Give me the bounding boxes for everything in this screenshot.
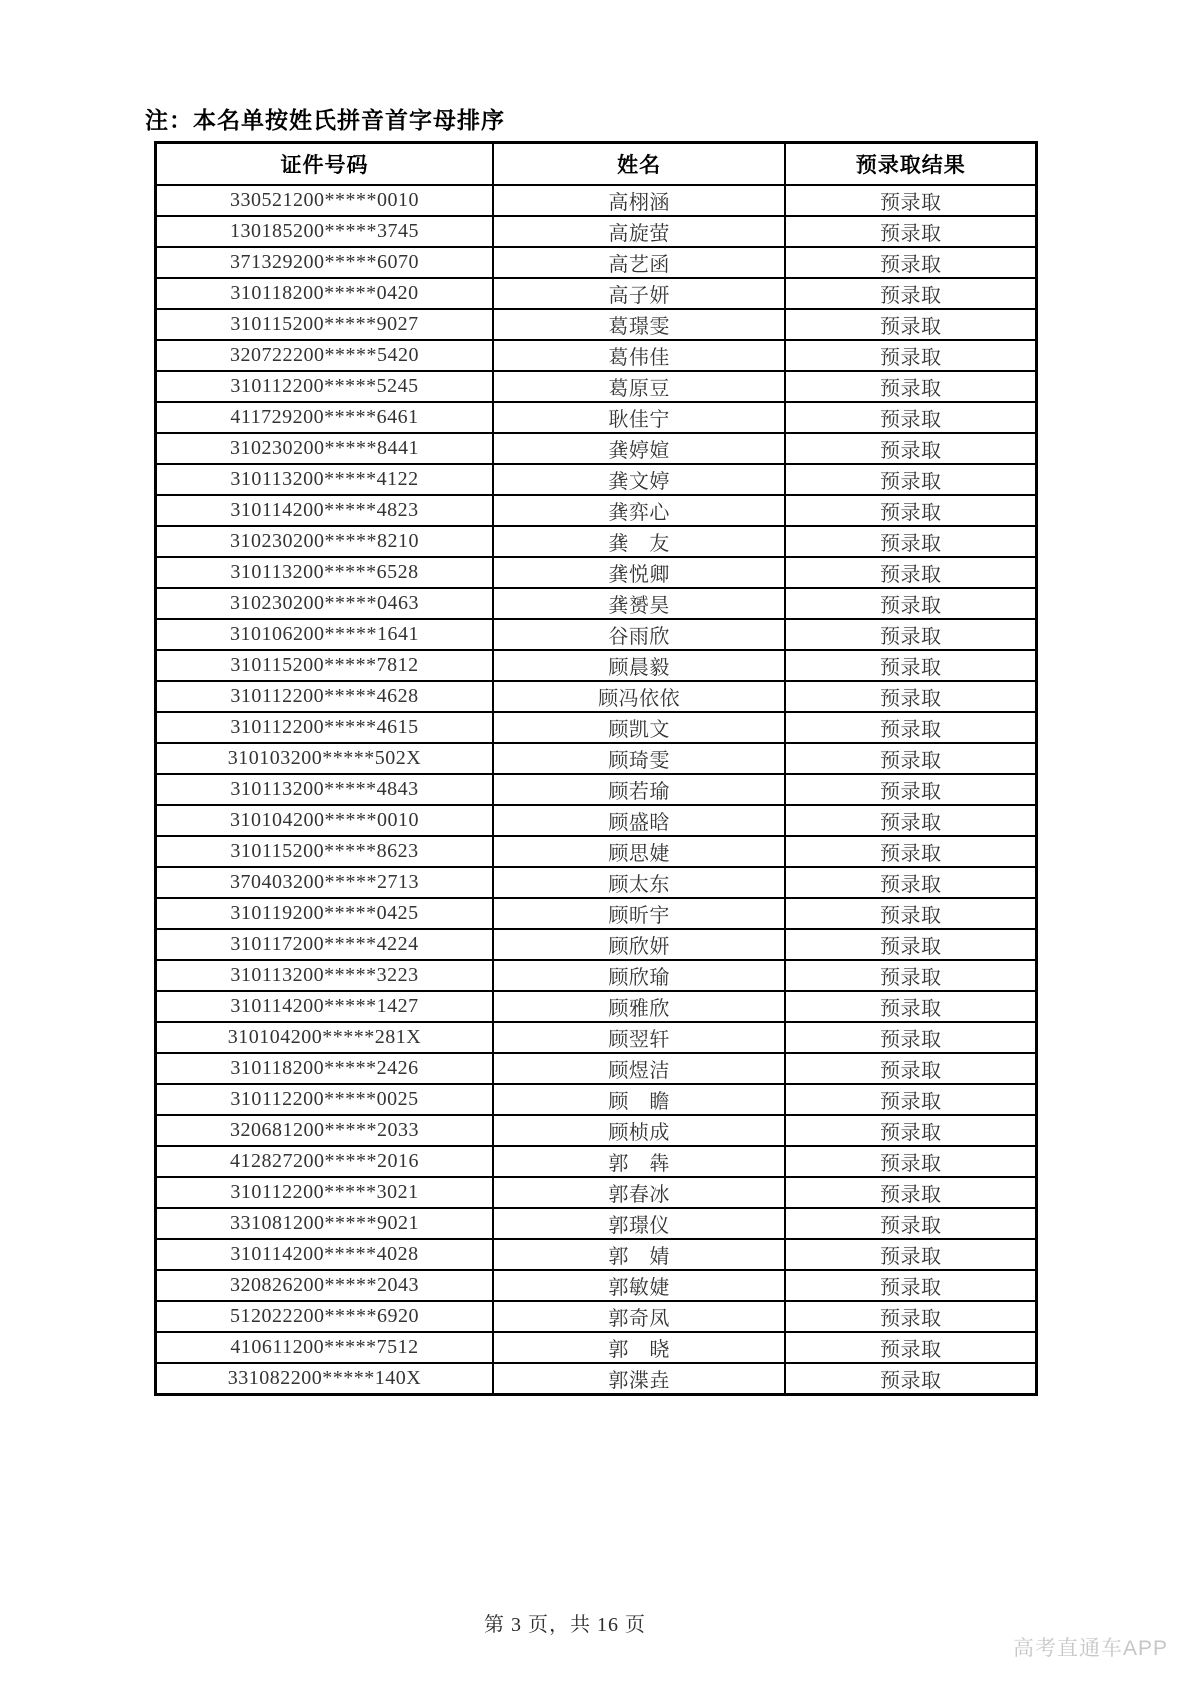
result-cell: 预录取 xyxy=(785,278,1036,309)
table-row xyxy=(156,588,1037,619)
table-row xyxy=(156,185,1037,216)
result-cell: 预录取 xyxy=(785,619,1036,650)
name-cell: 顾昕宇 xyxy=(493,898,785,929)
table-row xyxy=(156,867,1037,898)
result-cell: 预录取 xyxy=(785,898,1036,929)
name-cell: 郭春冰 xyxy=(493,1177,785,1208)
name-cell: 高旋萤 xyxy=(493,216,785,247)
table-row xyxy=(156,1115,1037,1146)
id-number-cell: 310118200*****0420 xyxy=(156,278,493,309)
result-cell: 预录取 xyxy=(785,867,1036,898)
table-body xyxy=(156,185,1037,1395)
id-number-cell: 320826200*****2043 xyxy=(156,1270,493,1301)
id-number-cell: 331082200*****140X xyxy=(156,1363,493,1395)
table-row xyxy=(156,557,1037,588)
result-cell: 预录取 xyxy=(785,805,1036,836)
id-number-cell: 310112200*****3021 xyxy=(156,1177,493,1208)
result-cell: 预录取 xyxy=(785,216,1036,247)
table-row xyxy=(156,929,1037,960)
result-cell: 预录取 xyxy=(785,1363,1036,1395)
name-cell: 高栩涵 xyxy=(493,185,785,216)
table-row xyxy=(156,278,1037,309)
id-number-cell: 512022200*****6920 xyxy=(156,1301,493,1332)
result-cell: 预录取 xyxy=(785,1115,1036,1146)
name-cell: 高艺函 xyxy=(493,247,785,278)
name-cell: 高子妍 xyxy=(493,278,785,309)
result-cell: 预录取 xyxy=(785,743,1036,774)
header-name: 姓名 xyxy=(493,143,785,186)
result-cell: 预录取 xyxy=(785,1239,1036,1270)
name-cell: 顾盛晗 xyxy=(493,805,785,836)
result-cell: 预录取 xyxy=(785,960,1036,991)
header-id-number: 证件号码 xyxy=(156,143,493,186)
name-cell: 郭 婧 xyxy=(493,1239,785,1270)
id-number-cell: 310115200*****9027 xyxy=(156,309,493,340)
result-cell: 预录取 xyxy=(785,1301,1036,1332)
id-number-cell: 310114200*****1427 xyxy=(156,991,493,1022)
table-row xyxy=(156,1053,1037,1084)
name-cell: 顾琦雯 xyxy=(493,743,785,774)
id-number-cell: 412827200*****2016 xyxy=(156,1146,493,1177)
id-number-cell: 330521200*****0010 xyxy=(156,185,493,216)
name-cell: 郭渫垚 xyxy=(493,1363,785,1395)
result-cell: 预录取 xyxy=(785,1084,1036,1115)
id-number-cell: 130185200*****3745 xyxy=(156,216,493,247)
header-preadmission-result: 预录取结果 xyxy=(785,143,1036,186)
name-cell: 顾 瞻 xyxy=(493,1084,785,1115)
name-cell: 葛伟佳 xyxy=(493,340,785,371)
name-cell: 顾雅欣 xyxy=(493,991,785,1022)
table-row xyxy=(156,1301,1037,1332)
table-row xyxy=(156,340,1037,371)
result-cell: 预录取 xyxy=(785,836,1036,867)
table-row xyxy=(156,1177,1037,1208)
name-cell: 龚弈心 xyxy=(493,495,785,526)
table-row xyxy=(156,1363,1037,1395)
id-number-cell: 310115200*****7812 xyxy=(156,650,493,681)
id-number-cell: 310114200*****4028 xyxy=(156,1239,493,1270)
name-cell: 龚婷媗 xyxy=(493,433,785,464)
table-row xyxy=(156,464,1037,495)
id-number-cell: 310230200*****8441 xyxy=(156,433,493,464)
result-cell: 预录取 xyxy=(785,774,1036,805)
name-cell: 龚文婷 xyxy=(493,464,785,495)
table-row xyxy=(156,619,1037,650)
id-number-cell: 310104200*****281X xyxy=(156,1022,493,1053)
name-cell: 郭 犇 xyxy=(493,1146,785,1177)
table-row xyxy=(156,1332,1037,1363)
id-number-cell: 310114200*****4823 xyxy=(156,495,493,526)
id-number-cell: 310119200*****0425 xyxy=(156,898,493,929)
result-cell: 预录取 xyxy=(785,557,1036,588)
result-cell: 预录取 xyxy=(785,526,1036,557)
table-row xyxy=(156,1022,1037,1053)
table-row xyxy=(156,371,1037,402)
sort-note: 注：本名单按姓氏拼音首字母排序 xyxy=(145,107,505,133)
table-row xyxy=(156,805,1037,836)
table-row xyxy=(156,836,1037,867)
id-number-cell: 320722200*****5420 xyxy=(156,340,493,371)
result-cell: 预录取 xyxy=(785,464,1036,495)
id-number-cell: 310112200*****0025 xyxy=(156,1084,493,1115)
name-cell: 顾翌轩 xyxy=(493,1022,785,1053)
id-number-cell: 310230200*****0463 xyxy=(156,588,493,619)
name-cell: 顾桢成 xyxy=(493,1115,785,1146)
name-cell: 郭璟仪 xyxy=(493,1208,785,1239)
id-number-cell: 320681200*****2033 xyxy=(156,1115,493,1146)
table-header-row xyxy=(156,143,1037,186)
result-cell: 预录取 xyxy=(785,1146,1036,1177)
name-cell: 顾凯文 xyxy=(493,712,785,743)
result-cell: 预录取 xyxy=(785,681,1036,712)
name-cell: 葛原豆 xyxy=(493,371,785,402)
id-number-cell: 310118200*****2426 xyxy=(156,1053,493,1084)
name-cell: 郭奇凤 xyxy=(493,1301,785,1332)
name-cell: 耿佳宁 xyxy=(493,402,785,433)
id-number-cell: 310113200*****4122 xyxy=(156,464,493,495)
name-cell: 顾欣瑜 xyxy=(493,960,785,991)
id-number-cell: 310113200*****3223 xyxy=(156,960,493,991)
result-cell: 预录取 xyxy=(785,1053,1036,1084)
table-row xyxy=(156,1208,1037,1239)
result-cell: 预录取 xyxy=(785,991,1036,1022)
id-number-cell: 310117200*****4224 xyxy=(156,929,493,960)
id-number-cell: 410611200*****7512 xyxy=(156,1332,493,1363)
result-cell: 预录取 xyxy=(785,402,1036,433)
admission-roster-table xyxy=(154,141,1038,1396)
name-cell: 顾若瑜 xyxy=(493,774,785,805)
result-cell: 预录取 xyxy=(785,1177,1036,1208)
result-cell: 预录取 xyxy=(785,185,1036,216)
result-cell: 预录取 xyxy=(785,433,1036,464)
table-row xyxy=(156,1146,1037,1177)
result-cell: 预录取 xyxy=(785,247,1036,278)
id-number-cell: 310103200*****502X xyxy=(156,743,493,774)
table-row xyxy=(156,991,1037,1022)
id-number-cell: 370403200*****2713 xyxy=(156,867,493,898)
name-cell: 顾欣妍 xyxy=(493,929,785,960)
id-number-cell: 310113200*****4843 xyxy=(156,774,493,805)
table-row xyxy=(156,1239,1037,1270)
result-cell: 预录取 xyxy=(785,495,1036,526)
name-cell: 顾思婕 xyxy=(493,836,785,867)
table-row xyxy=(156,309,1037,340)
result-cell: 预录取 xyxy=(785,340,1036,371)
id-number-cell: 310112200*****4628 xyxy=(156,681,493,712)
name-cell: 郭 晓 xyxy=(493,1332,785,1363)
result-cell: 预录取 xyxy=(785,929,1036,960)
name-cell: 龚悦卿 xyxy=(493,557,785,588)
name-cell: 郭敏婕 xyxy=(493,1270,785,1301)
name-cell: 龚 友 xyxy=(493,526,785,557)
table-row xyxy=(156,743,1037,774)
name-cell: 顾煜洁 xyxy=(493,1053,785,1084)
result-cell: 预录取 xyxy=(785,712,1036,743)
table-row xyxy=(156,216,1037,247)
table-row xyxy=(156,681,1037,712)
id-number-cell: 371329200*****6070 xyxy=(156,247,493,278)
id-number-cell: 411729200*****6461 xyxy=(156,402,493,433)
table-row xyxy=(156,650,1037,681)
app-watermark: 高考直通车APP xyxy=(1012,1637,1168,1660)
id-number-cell: 310113200*****6528 xyxy=(156,557,493,588)
result-cell: 预录取 xyxy=(785,1332,1036,1363)
id-number-cell: 310104200*****0010 xyxy=(156,805,493,836)
table-row xyxy=(156,898,1037,929)
result-cell: 预录取 xyxy=(785,309,1036,340)
table-row xyxy=(156,1084,1037,1115)
result-cell: 预录取 xyxy=(785,1022,1036,1053)
id-number-cell: 310115200*****8623 xyxy=(156,836,493,867)
name-cell: 龚赟昊 xyxy=(493,588,785,619)
name-cell: 顾晨毅 xyxy=(493,650,785,681)
name-cell: 顾太东 xyxy=(493,867,785,898)
id-number-cell: 310230200*****8210 xyxy=(156,526,493,557)
table-row xyxy=(156,402,1037,433)
id-number-cell: 331081200*****9021 xyxy=(156,1208,493,1239)
name-cell: 顾冯依依 xyxy=(493,681,785,712)
table-row xyxy=(156,960,1037,991)
page-number-footer: 第 3 页，共 16 页 xyxy=(484,1614,646,1636)
result-cell: 预录取 xyxy=(785,650,1036,681)
name-cell: 谷雨欣 xyxy=(493,619,785,650)
result-cell: 预录取 xyxy=(785,1208,1036,1239)
table-row xyxy=(156,433,1037,464)
name-cell: 葛璟雯 xyxy=(493,309,785,340)
result-cell: 预录取 xyxy=(785,371,1036,402)
table-row xyxy=(156,1270,1037,1301)
id-number-cell: 310112200*****4615 xyxy=(156,712,493,743)
table-row xyxy=(156,712,1037,743)
id-number-cell: 310112200*****5245 xyxy=(156,371,493,402)
result-cell: 预录取 xyxy=(785,1270,1036,1301)
table-row xyxy=(156,495,1037,526)
table-row xyxy=(156,247,1037,278)
result-cell: 预录取 xyxy=(785,588,1036,619)
table-row xyxy=(156,526,1037,557)
table-row xyxy=(156,774,1037,805)
id-number-cell: 310106200*****1641 xyxy=(156,619,493,650)
